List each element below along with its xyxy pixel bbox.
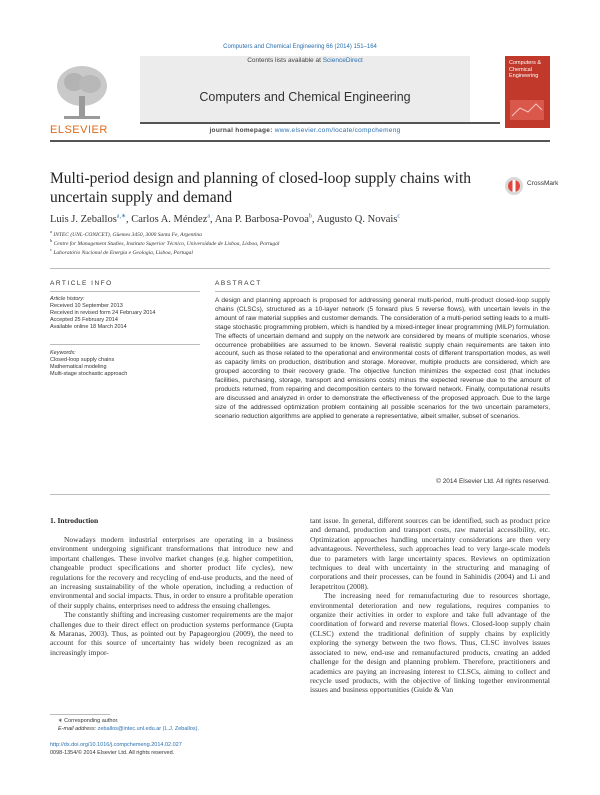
author-affil-mark[interactable]: a,∗	[116, 213, 126, 219]
abstract-text: A design and planning approach is proposed for addressing general multi-period, multi-product closed-loop supply chains (CLSCs), structured as a 10-layer network (5 forward plus 5 reverse flows), with uncertain levels in the amount of raw material supplies and customer demands. The consideration of a multi-period setting leads to a multi-stage stochastic programming problem, which is handled by a mixed-integer linear programming (MILP) formulation. The effects of uncertain demand and supply on the network are considered by means of multiple scenarios, whose occurrence probabilities are assumed to be known. Several realistic supply chain requirements are taken into account, such as those related to the operational and environmental costs of different transportation modes, as well as capacity limits on production, distribution and storage. Moreover, multiple products are considered, which are grouped according to their recovery grade. The objective function minimizes the expected cost (that includes facilities, purchasing, storage, transport and emissions costs) minus the expected revenue due to the amount of products returned, from repairing and decomposition centers to the forward network. Finally, computational results are discussed and analyzed in order to demonstrate the effectiveness of the proposed approach. Due to the large size of the addressed optimization problem containing all possible scenarios for the two uncertain parameters, scenario reduction algorithms are applied to generate a representative, albeit smaller, subset of scenarios.	[215, 297, 550, 420]
abstract-copyright: © 2014 Elsevier Ltd. All rights reserved.	[436, 478, 550, 485]
author-name: Ana P. Barbosa-Povoa	[214, 213, 309, 225]
author[interactable]	[215, 214, 317, 225]
history-accepted: Accepted 25 February 2014	[50, 317, 118, 323]
crossmark-icon[interactable]	[504, 176, 524, 196]
header-rule	[50, 140, 550, 142]
sciencedirect-link[interactable]: ScienceDirect	[322, 57, 363, 64]
journal-homepage	[140, 127, 470, 134]
affiliation-text: Centre for Management Studies, Instituto Superior Técnico, Universidade de Lisboa, Lisboa, Portugal	[53, 240, 280, 247]
author-affil-mark[interactable]: a	[207, 213, 211, 219]
author-name: Carlos A. Méndez	[131, 213, 208, 225]
cover-graphic	[510, 100, 544, 120]
author[interactable]	[131, 214, 214, 225]
author-name: Augusto Q. Novais	[316, 213, 398, 225]
affiliation-text: INTEC (UNL-CONICET), Güemes 3450, 3000 Santa Fe, Argentina	[53, 231, 202, 238]
author[interactable]	[317, 214, 400, 225]
author-separator: ,	[126, 213, 132, 225]
history-label: Article history:	[50, 296, 85, 302]
abstract-bottom-rule	[50, 494, 550, 495]
body-paragraph: The increasing need for remanufacturing due to resources shortage, environmental deterioration and new regulations, requires companies to organize their activities in order to explore and take full advantage of the coordination of forward and reverse material flows. Closed-loop supply chain (CLSC) extend the traditional definition of supply chains by explicitly exploring the synergy between the two flows. Thus, CLSC involves issues associated to new, end-use and remanufactured products, creating an added challenge for the design and planning problem. Therefore, practitioners and academics are paying an increasing interest to CLSCs, aiming to collect and recycle used products, with the objective of linking together environmental issues and business opportunities (Guide & Van	[310, 591, 550, 695]
history-received: Received 10 September 2013	[50, 303, 123, 309]
corresponding-author-note: ∗ Corresponding author.	[58, 718, 119, 724]
contents-line	[140, 57, 470, 64]
author[interactable]	[50, 214, 131, 225]
affiliation	[50, 247, 193, 256]
body-right-column	[310, 516, 550, 695]
body-left-column	[50, 535, 293, 657]
affiliation-mark: b	[50, 238, 53, 243]
affiliation-mark: c	[50, 247, 52, 252]
keywords-label: Keywords:	[50, 350, 76, 356]
cover-title: Computers & Chemical Engineering	[509, 60, 542, 79]
running-head[interactable]: Computers and Chemical Engineering 66 (2014) 151–164	[223, 44, 377, 50]
paper-title: Multi-period design and planning of closed-loop supply chains with uncertain supply and demand	[50, 170, 472, 206]
author-list	[50, 212, 400, 225]
body-paragraph: Nowadays modern industrial enterprises are operating in a business environment undergoing significant transformations that introduce new and important challenges. These involve market changes (e.g. higher competition, changeable product specifications and shorter product life cycles), new regulations for the recovery and recycling of end-use products, and the need of an increasing sustainability of the whole operation, including a reduction of environmental and social impacts. Thus, in order to ensure a profitable operation of their supply chains, enterprises need to address the ensuing challenges.	[50, 535, 293, 610]
affiliation	[50, 238, 279, 247]
abstract-rule	[215, 291, 550, 292]
email-label: E-mail address:	[58, 726, 97, 732]
body-paragraph: The constantly shifting and increasing customer requirements are the major challenges due to their direct effect on production systems performance (Gupta & Maranas, 2003). Thus, as pointed out by Papageorgiou (2009), the need to account for this source of uncertainty has widely been recognized as an increasingly impor-	[50, 610, 293, 657]
history-online: Available online 18 March 2014	[50, 324, 127, 330]
keyword: Mathematical modeling	[50, 364, 107, 370]
keywords-rule	[50, 344, 200, 345]
body-paragraph: tant issue. In general, different sources can be identified, such as product price and demand, production and transport costs, raw material accessibility, etc. Optimization approaches handling uncertainty considerations are then very advantageous. Nevertheless, such approaches lead to very large-scale models due to parameters with large uncertainty spaces. Reviews on optimization techniques to deal with uncertainty in the structuring and managing of corporations and their processes, can be found in Sahinidis (2004) and Li and Ierapetritou (2008).	[310, 516, 550, 591]
author-affil-mark[interactable]: b	[308, 213, 312, 219]
author-separator: ,	[311, 213, 317, 225]
author-name: Luis J. Zeballos	[50, 213, 117, 225]
doi-link[interactable]	[50, 742, 182, 750]
journal-title: Computers and Chemical Engineering	[199, 90, 411, 104]
article-info-heading: ARTICLE INFO	[50, 280, 113, 287]
author-email-link[interactable]: zeballos@intec.unl.edu.ar (L.J. Zeballos).	[97, 726, 200, 732]
author-affil-mark[interactable]: c	[397, 213, 401, 219]
section-heading-introduction: 1. Introduction	[50, 516, 99, 525]
article-history	[50, 296, 200, 331]
affiliation-mark: a	[50, 229, 52, 234]
history-revised: Received in revised form 24 February 2014	[50, 310, 156, 316]
author-separator: ,	[210, 213, 215, 225]
footnote-rule	[50, 714, 110, 715]
affiliation	[50, 229, 202, 238]
keywords	[50, 350, 200, 378]
keyword: Multi-stage stochastic approach	[50, 371, 128, 377]
doi-text[interactable]: http://dx.doi.org/10.1016/j.compchemeng.2014.02.027	[50, 742, 182, 748]
homepage-label: journal homepage:	[209, 127, 273, 134]
abstract-heading: ABSTRACT	[215, 280, 262, 287]
front-matter-rule	[50, 268, 550, 269]
homepage-link[interactable]: www.elsevier.com/locate/compchemeng	[274, 127, 401, 134]
banner-rule	[140, 122, 500, 124]
contents-prefix: Contents lists available at	[247, 57, 323, 64]
elsevier-tree-logo	[54, 64, 110, 122]
elsevier-wordmark: ELSEVIER	[50, 124, 108, 136]
affiliation-text: Laboratório Nacional de Energia e Geologia, Lisboa, Portugal	[53, 249, 193, 256]
article-info-rule	[50, 291, 200, 292]
issn-line: 0098-1354/© 2014 Elsevier Ltd. All rights reserved.	[50, 750, 175, 756]
crossmark-label[interactable]: CrossMark	[527, 180, 559, 187]
keyword: Closed-loop supply chains	[50, 357, 115, 363]
email-footnote	[58, 726, 199, 734]
